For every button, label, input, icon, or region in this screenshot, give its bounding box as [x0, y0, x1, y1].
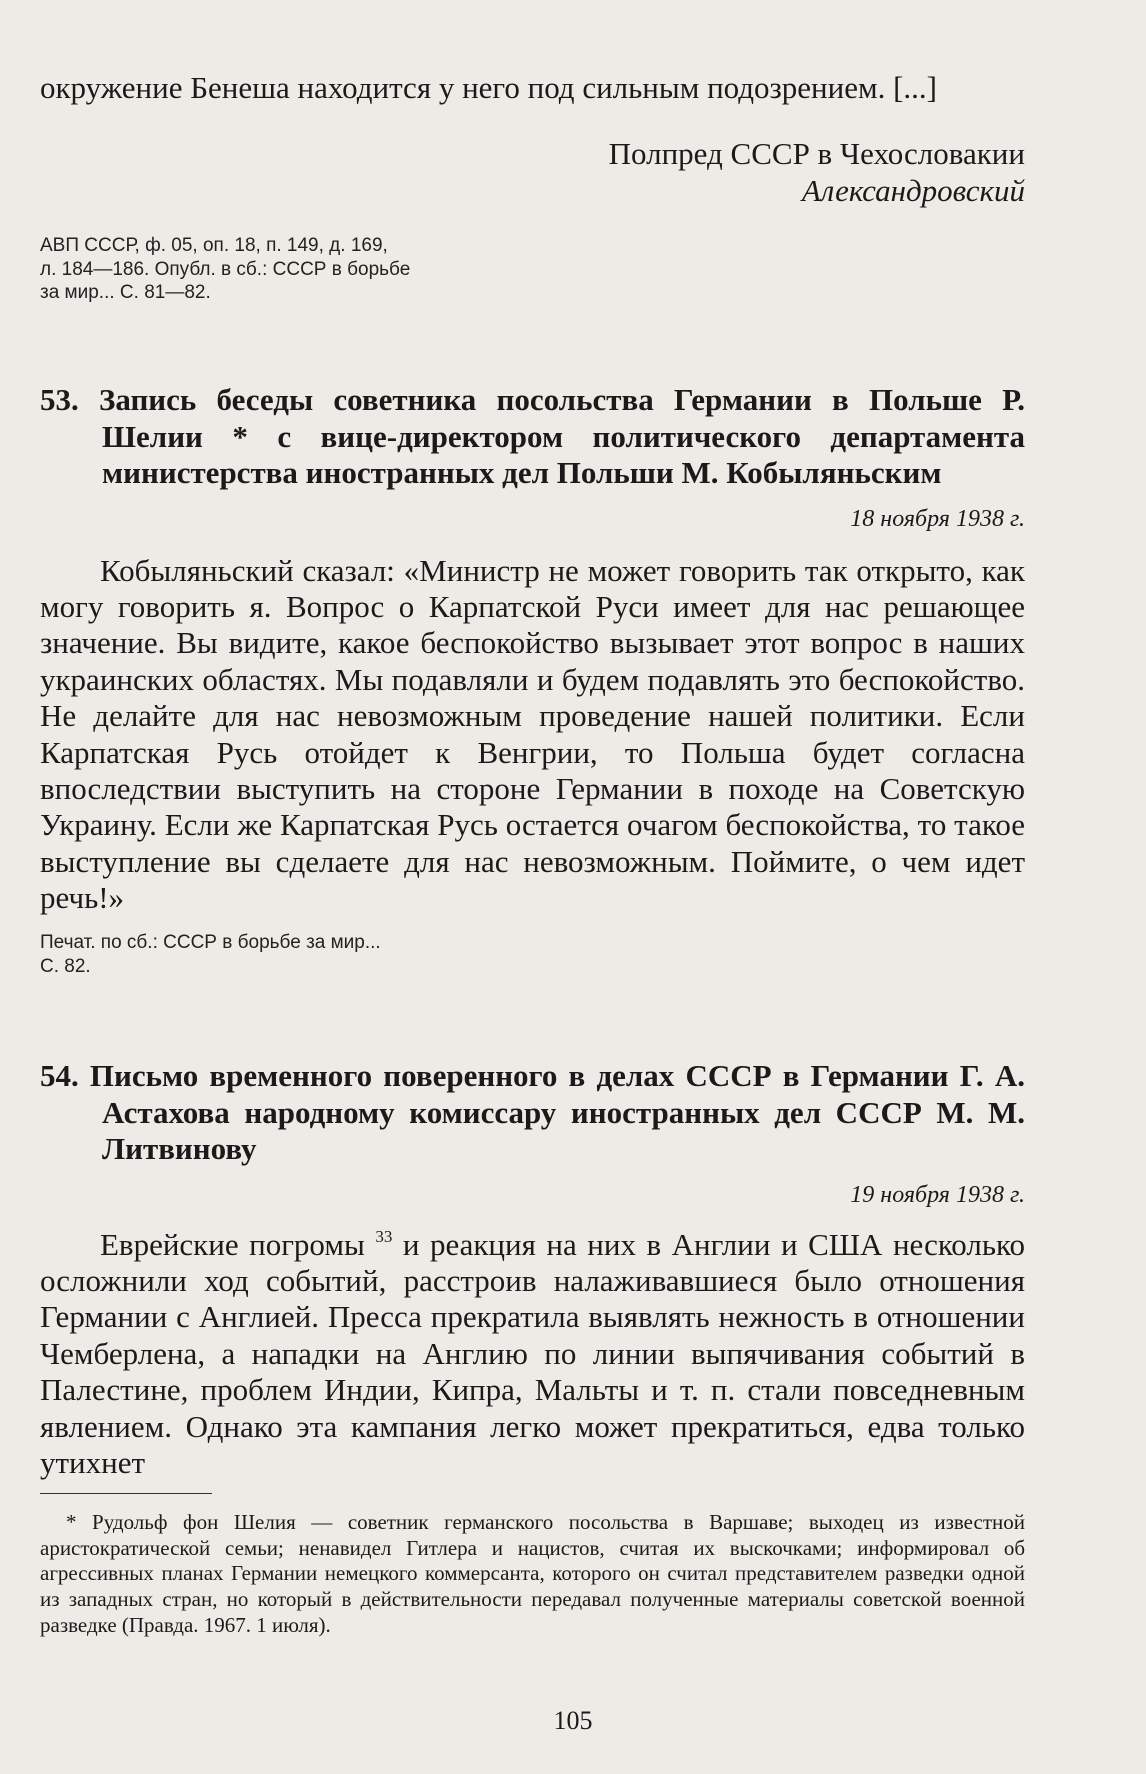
- doc54-body-rest: и реакция на них в Англии и США несколько осложнили ход событий, расстроив налаживавшиеся было отношения Германии с Англией. Пресса прекратила выявлять нежность в отношении Чемберлена, а нападки на Англию по линии выпячивания событий в Палестине, проблем Индии, Кипра, Мальты и т. п. стали повседневным явлением. Однако эта кампания легко может прекратиться, едва только утихнет: [40, 1226, 1025, 1480]
- document-54: [40, 1058, 1025, 1481]
- doc53-body: Кобыляньский сказал: «Министр не может говорить так открыто, как могу говорить я. Вопрос о Карпатской Руси имеет для нас решающее значение. Вы видите, какое беспокойство вызывает этот вопрос в наших украинских областях. Мы подавляли и будем подавлять это беспокойство. Не делайте для нас невозможным проведение нашей политики. Если Карпатская Русь отойдет к Венгрии, то Польша будет согласна впоследствии выступить на стороне Германии в походе на Советскую Украину. Если же Карпатская Русь остается очагом беспокойства, то такое выступление вы сделаете для нас невозможным. Поймите, о чем идет речь!»: [40, 552, 1025, 916]
- doc53-title: 53. Запись беседы советника посольства Германии в Польше Р. Шелии * с вице-директором политического департамента министерства иностранных дел Польши М. Кобыляньским: [40, 382, 1025, 490]
- footnote-divider: [40, 1493, 212, 1494]
- doc53-date: 18 ноября 1938 г.: [850, 505, 1025, 532]
- archive-reference-2: [40, 931, 600, 978]
- doc54-body-start: Еврейские погромы: [100, 1226, 365, 1262]
- footnote-text: * Рудольф фон Шелия — советник германского посольства в Варшаве; выходец из известной аристократической семьи; ненавидел Гитлера и нацистов, считая их выскочками; информировал об агрессивных планах Германии немецкого коммерсанта, которого он считал представителем разведки одной из западных стран, но который в действительности передавал полученные материалы советской военной разведке (Правда. 1967. 1 июля).: [40, 1510, 1025, 1637]
- doc54-body: [40, 1227, 1025, 1482]
- archive-reference-1: [40, 234, 600, 305]
- archive-ref-line: С. 82.: [40, 955, 91, 977]
- continuation-block: [40, 70, 1025, 209]
- signature-name: Александровский: [801, 172, 1025, 208]
- footnote-reference-33: 33: [375, 1226, 393, 1246]
- archive-ref-line: АВП СССР, ф. 05, оп. 18, п. 149, д. 169,: [40, 235, 388, 256]
- archive-ref-line: за мир... С. 81—82.: [40, 282, 211, 303]
- doc54-date: 19 ноября 1938 г.: [850, 1181, 1025, 1208]
- document-53: [40, 382, 1025, 917]
- archive-ref-line: Печат. по сб.: СССР в борьбе за мир...: [40, 932, 381, 953]
- footnote-block: [40, 1510, 1025, 1639]
- signature-title: Полпред СССР в Чехословакии: [608, 136, 1025, 172]
- continuation-text: окружение Бенеша находится у него под сильным подозрением. [...]: [40, 70, 938, 105]
- archive-ref-line: л. 184—186. Опубл. в сб.: СССР в борьбе: [40, 258, 411, 280]
- doc54-title: 54. Письмо временного поверенного в делах СССР в Германии Г. А. Астахова народному комиссару иностранных дел СССР М. М. Литвинову: [40, 1058, 1025, 1166]
- page-number: 105: [553, 1706, 593, 1735]
